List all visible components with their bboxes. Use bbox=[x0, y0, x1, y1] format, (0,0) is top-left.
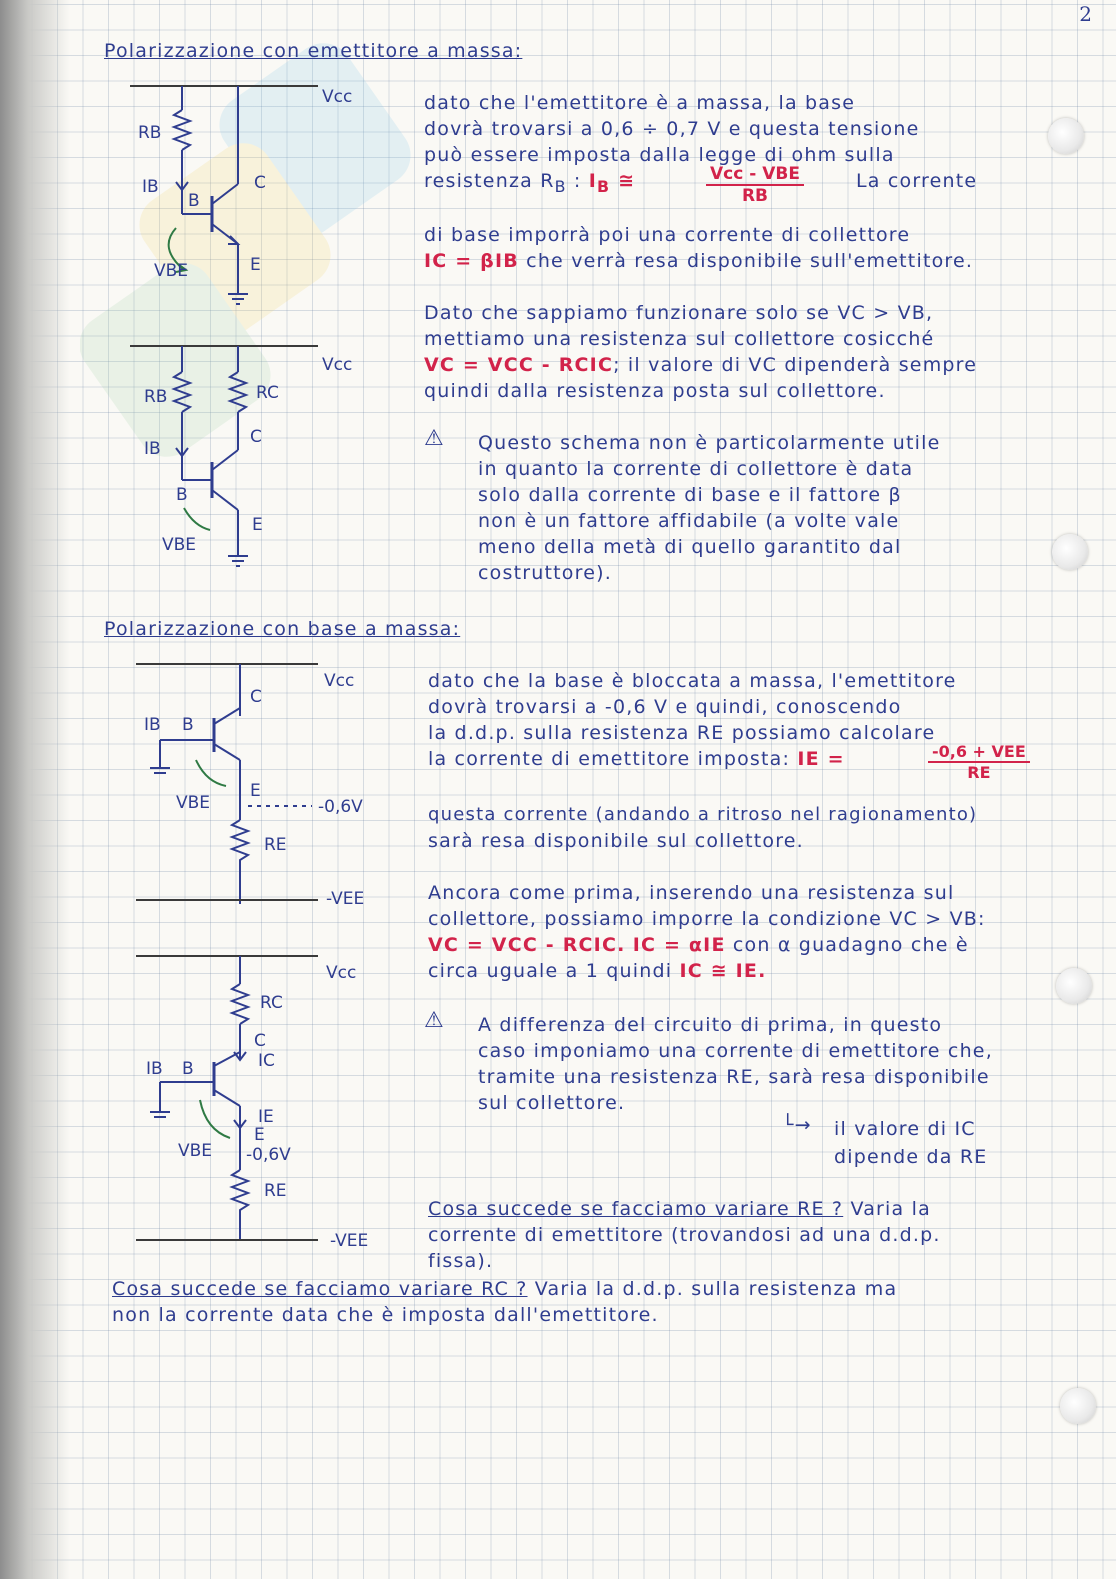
label-ib: IB bbox=[146, 1059, 163, 1079]
label-b: B bbox=[182, 1059, 194, 1079]
text-fragment: Varia la bbox=[850, 1198, 931, 1220]
label-e: E bbox=[252, 515, 263, 535]
warning-triangle-icon: ⚠ bbox=[424, 426, 445, 451]
section-heading: Polarizzazione con base a massa: bbox=[104, 618, 461, 640]
label-c: C bbox=[254, 1031, 266, 1051]
fraction-denominator: RB bbox=[741, 186, 768, 206]
text-line: dato che la base è bloccata a massa, l'emettitore bbox=[428, 670, 957, 692]
label-vbe: VBE bbox=[154, 261, 189, 281]
text-fragment: la corrente di emettitore imposta: bbox=[428, 748, 791, 770]
formula-ic-ie: IC ≅ IE. bbox=[679, 960, 767, 982]
text-line: costruttore). bbox=[478, 562, 612, 584]
circuit-common-base bbox=[136, 664, 364, 909]
text-line: dovrà trovarsi a -0,6 V e quindi, conoscendo bbox=[428, 696, 902, 718]
arrow-icon: └→ bbox=[782, 1114, 812, 1136]
label-vcc: Vcc bbox=[326, 963, 357, 983]
text-line: il valore di IC bbox=[834, 1118, 976, 1140]
label-vcc: Vcc bbox=[324, 671, 355, 691]
text-fragment: Varia la d.d.p. sulla resistenza ma bbox=[534, 1278, 898, 1300]
text-line: La corrente bbox=[856, 170, 978, 192]
text-line: sul collettore. bbox=[478, 1092, 626, 1114]
warning-triangle-icon: ⚠ bbox=[424, 1008, 445, 1033]
label-re: RE bbox=[264, 1181, 287, 1201]
label-rc: RC bbox=[260, 993, 283, 1013]
text-line: la d.d.p. sulla resistenza RE possiamo calcolare bbox=[428, 722, 936, 744]
page-number: 2 bbox=[1079, 2, 1092, 26]
question-heading: Cosa succede se facciamo variare RE ? bbox=[428, 1198, 844, 1220]
text-line: quindi dalla resistenza posta sul collettore. bbox=[424, 380, 886, 402]
label-ie: IE bbox=[258, 1107, 274, 1127]
formula-ic-alpha: IC = αIE bbox=[632, 934, 726, 956]
label-c: C bbox=[254, 173, 266, 193]
formula-vc: VC = VCC - RCIC. bbox=[428, 934, 626, 956]
formula-ie: IE = bbox=[797, 748, 845, 770]
text-line: dato che l'emettitore è a massa, la base bbox=[424, 92, 856, 114]
text-line: può essere imposta dalla legge di ohm sulla bbox=[424, 144, 895, 166]
text-line: fissa). bbox=[428, 1250, 494, 1272]
text-line: mettiamo una resistenza sul collettore cosicché bbox=[424, 328, 935, 350]
question-heading: Cosa succede se facciamo variare RC ? bbox=[112, 1278, 528, 1300]
label-rc: RC bbox=[256, 383, 279, 403]
label-v06: -0,6V bbox=[318, 797, 363, 817]
label-vee: -VEE bbox=[330, 1231, 369, 1251]
section-heading: Polarizzazione con emettitore a massa: bbox=[104, 40, 523, 62]
text-line: questa corrente (andando a ritroso nel ragionamento) bbox=[428, 804, 978, 825]
label-ib: IB bbox=[142, 177, 159, 197]
label-b: B bbox=[182, 715, 194, 735]
text-fragment: resistenza R bbox=[424, 170, 555, 192]
text-line: collettore, possiamo imporre la condizione VC > VB: bbox=[428, 908, 986, 930]
text-line: in quanto la corrente di collettore è data bbox=[478, 458, 914, 480]
text-line: A differenza del circuito di prima, in questo bbox=[478, 1014, 943, 1036]
text-line: sarà resa disponibile sul collettore. bbox=[428, 830, 804, 852]
text-line: corrente di emettitore (trovandosi ad una d.d.p. bbox=[428, 1224, 941, 1246]
label-ib: IB bbox=[144, 439, 161, 459]
label-vcc: Vcc bbox=[322, 355, 353, 375]
label-vbe: VBE bbox=[162, 535, 197, 555]
text-line: caso imponiamo una corrente di emettitore che, bbox=[478, 1040, 993, 1062]
text-line: dovrà trovarsi a 0,6 ÷ 0,7 V e questa tensione bbox=[424, 118, 920, 140]
formula-vc: VC = VCC - RCIC bbox=[424, 354, 614, 376]
text-fragment: che verrà resa disponibile sull'emettitore. bbox=[526, 250, 974, 272]
circuit-common-base-rc bbox=[136, 956, 368, 1251]
label-rb: RB bbox=[144, 387, 168, 407]
text-line: Ancora come prima, inserendo una resistenza sul bbox=[428, 882, 955, 904]
text-line: tramite una resistenza RE, sarà resa disponibile bbox=[478, 1066, 990, 1088]
text-line: non la corrente data che è imposta dall'emettitore. bbox=[112, 1304, 659, 1326]
fraction-denominator: RE bbox=[967, 763, 991, 782]
circuit-common-emitter-basic bbox=[130, 86, 352, 304]
circuit-common-emitter-rc bbox=[130, 346, 352, 566]
text-fragment: circa uguale a 1 quindi bbox=[428, 960, 673, 982]
label-b: B bbox=[176, 485, 188, 505]
label-e: E bbox=[254, 1125, 265, 1145]
label-c: C bbox=[250, 427, 262, 447]
label-vee: -VEE bbox=[326, 889, 365, 909]
text-fragment: con α guadagno che è bbox=[732, 934, 969, 956]
label-rb: RB bbox=[138, 123, 162, 143]
fraction-numerator: -0,6 + VEE bbox=[928, 742, 1030, 763]
text-line: non è un fattore affidabile (a volte vale bbox=[478, 510, 900, 532]
label-ic: IC bbox=[258, 1051, 275, 1071]
text-line: dipende da RE bbox=[834, 1146, 988, 1168]
label-vbe: VBE bbox=[176, 793, 211, 813]
label-b: B bbox=[188, 191, 200, 211]
formula-ib: $I_B$ ≅ bbox=[588, 170, 636, 196]
label-ib: IB bbox=[144, 715, 161, 735]
text-fragment: ; il valore di VC dipenderà sempre bbox=[613, 354, 978, 376]
text-line: Questo schema non è particolarmente utile bbox=[478, 432, 941, 454]
text-line: solo dalla corrente di base e il fattore β bbox=[478, 484, 902, 506]
label-vcc: Vcc bbox=[322, 87, 353, 107]
label-e: E bbox=[250, 781, 261, 801]
text-line: di base imporrà poi una corrente di collettore bbox=[424, 224, 911, 246]
text-line: Dato che sappiamo funzionare solo se VC > VB, bbox=[424, 302, 934, 324]
formula-ic: IC = βIB bbox=[424, 250, 519, 272]
label-e: E bbox=[250, 255, 261, 275]
text-line: resistenza $R_B$ : $I_B$ ≅ bbox=[424, 170, 636, 196]
label-re: RE bbox=[264, 835, 287, 855]
text-line: meno della metà di quello garantito dal bbox=[478, 536, 902, 558]
label-vbe: VBE bbox=[178, 1141, 213, 1161]
fraction-numerator: Vcc - VBE bbox=[706, 164, 804, 186]
label-c: C bbox=[250, 687, 262, 707]
label-v06: -0,6V bbox=[246, 1145, 291, 1165]
